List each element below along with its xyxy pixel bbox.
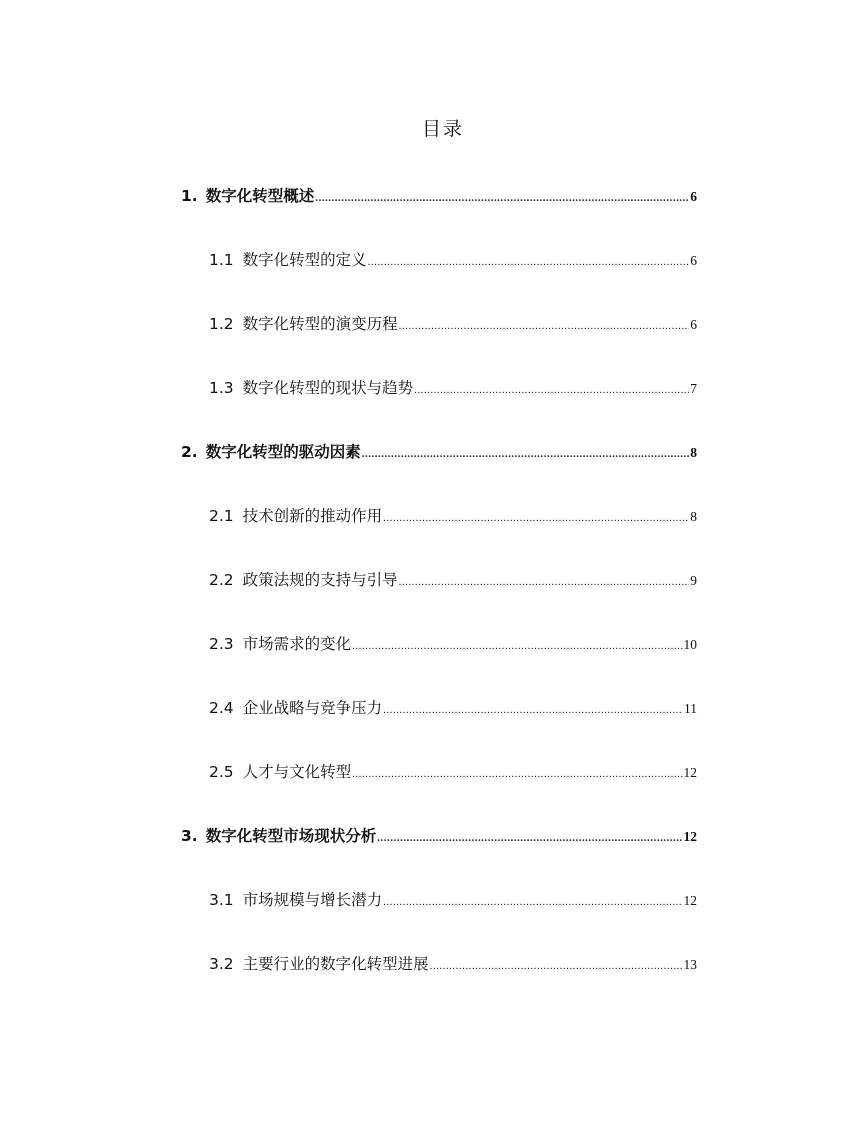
toc-entry-page: 12	[683, 893, 697, 908]
toc-entry-page: 6	[690, 253, 697, 268]
toc-title: 目录	[421, 118, 464, 140]
toc-entry-text: 主要行业的数字化转型进展	[242, 955, 429, 973]
toc-dot-leader	[383, 512, 689, 524]
toc-entry-2-1[interactable]	[209, 504, 697, 526]
toc-entry-3[interactable]	[181, 824, 697, 846]
toc-entry-text: 市场规模与增长潜力	[242, 891, 383, 909]
toc-entry-1[interactable]	[181, 184, 697, 206]
toc-entry-text: 人才与文化转型	[242, 763, 352, 781]
toc-entry-2-4[interactable]	[209, 696, 697, 718]
toc-entry-text: 政策法规的支持与引导	[242, 571, 398, 589]
toc-dot-leader	[399, 576, 690, 588]
toc-dot-leader	[352, 640, 682, 652]
toc-entry-number: 2.2	[209, 571, 234, 589]
toc-entry-2-5[interactable]	[209, 760, 697, 782]
toc-entry-1-2[interactable]	[209, 312, 697, 334]
toc-entry-number: 3.	[181, 827, 198, 845]
toc-entry-2[interactable]	[181, 440, 697, 462]
toc-entry-text: 市场需求的变化	[242, 635, 352, 653]
toc-entry-number: 2.	[181, 443, 198, 461]
toc-entry-text: 数字化转型的驱动因素	[205, 443, 361, 461]
toc-entry-page: 12	[683, 829, 697, 844]
toc-entry-1-3[interactable]	[209, 376, 697, 398]
toc-entry-number: 1.	[181, 187, 198, 205]
toc-entry-text: 技术创新的推动作用	[242, 507, 383, 525]
toc-entry-page: 10	[683, 637, 697, 652]
toc-entry-text: 数字化转型概述	[205, 187, 315, 205]
toc-entry-number: 2.1	[209, 507, 234, 525]
toc-entry-page: 11	[684, 701, 697, 716]
toc-dot-leader	[383, 704, 683, 716]
toc-entry-number: 1.2	[209, 315, 234, 333]
toc-entry-1-1[interactable]	[209, 248, 697, 270]
toc-dot-leader	[383, 896, 682, 908]
toc-entry-2-3[interactable]	[209, 632, 697, 654]
toc-entry-3-1[interactable]	[209, 888, 697, 910]
toc-dot-leader	[377, 832, 682, 844]
toc-entry-page: 7	[690, 381, 697, 396]
toc-entry-text: 企业战略与竞争压力	[242, 699, 383, 717]
toc-dot-leader	[414, 384, 689, 396]
toc-dot-leader	[362, 448, 690, 460]
toc-entry-number: 2.5	[209, 763, 234, 781]
toc-entry-page: 13	[683, 957, 697, 972]
toc-entry-page: 8	[690, 509, 697, 524]
toc-entry-page: 9	[690, 573, 697, 588]
toc-entry-3-2[interactable]	[209, 952, 697, 974]
toc-entry-text: 数字化转型市场现状分析	[205, 827, 377, 845]
toc-entry-text: 数字化转型的演变历程	[242, 315, 398, 333]
toc-entry-number: 1.1	[209, 251, 234, 269]
toc-entry-page: 6	[690, 189, 697, 204]
toc-entry-number: 3.1	[209, 891, 234, 909]
toc-entry-2-2[interactable]	[209, 568, 697, 590]
toc-entry-number: 2.4	[209, 699, 234, 717]
toc-entry-number: 3.2	[209, 955, 234, 973]
toc-dot-leader	[315, 192, 689, 204]
toc-dot-leader	[368, 256, 690, 268]
toc-entry-page: 8	[690, 445, 697, 460]
toc-dot-leader	[430, 960, 683, 972]
toc-entry-number: 2.3	[209, 635, 234, 653]
toc-entry-page: 6	[690, 317, 697, 332]
toc-entry-page: 12	[683, 765, 697, 780]
toc-entry-number: 1.3	[209, 379, 234, 397]
toc-entry-text: 数字化转型的定义	[242, 251, 367, 269]
toc-dot-leader	[352, 768, 682, 780]
toc-entry-text: 数字化转型的现状与趋势	[242, 379, 414, 397]
toc-dot-leader	[399, 320, 690, 332]
